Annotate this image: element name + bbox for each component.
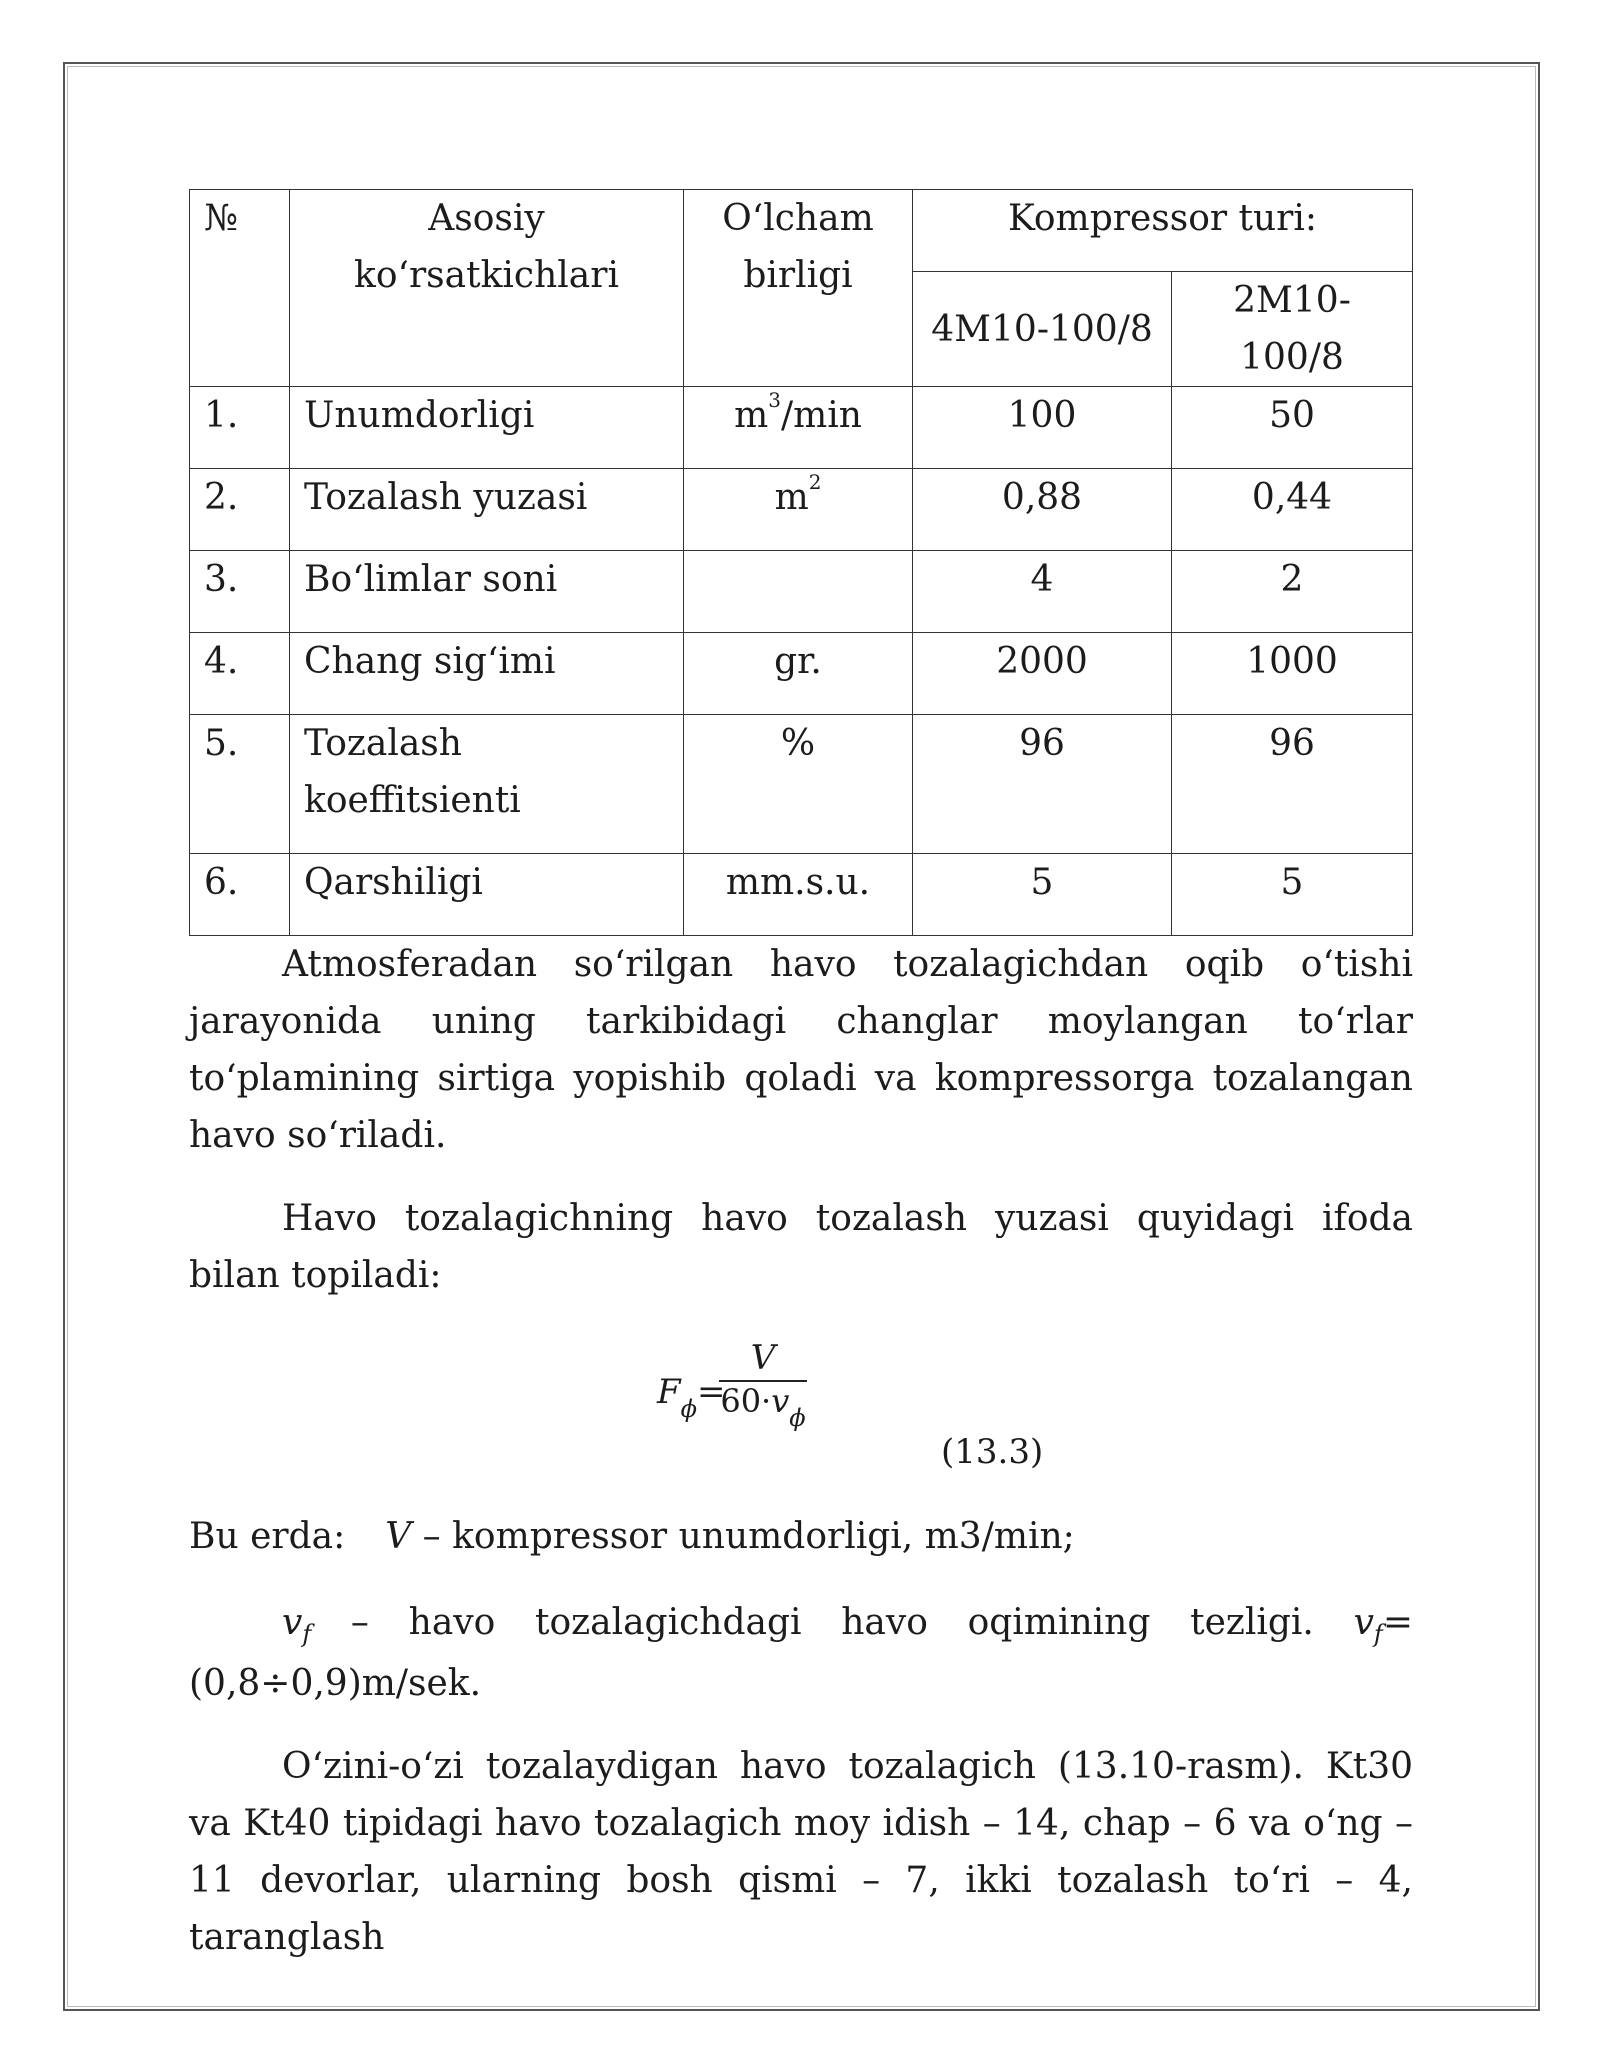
row-value-model-1: 2000 bbox=[913, 633, 1172, 715]
table-row bbox=[190, 715, 1413, 854]
formula-fraction bbox=[719, 1338, 807, 1432]
header-model-1: 4M10-100/8 bbox=[913, 272, 1172, 387]
row-num: 1. bbox=[190, 387, 290, 469]
table-header-row bbox=[190, 190, 1413, 272]
row-unit: $m^3/\min$ bbox=[684, 387, 913, 469]
row-name: Unumdorligi bbox=[290, 387, 684, 469]
row-num: 4. bbox=[190, 633, 290, 715]
header-model-2: 2M10-100/8 bbox=[1172, 272, 1413, 387]
table-row bbox=[190, 469, 1413, 551]
header-num: № bbox=[190, 190, 290, 387]
row-value-model-2: 1000 bbox=[1172, 633, 1413, 715]
paragraph-3: O‘zini-o‘zi tozalaydigan havo tozalagich (13.10-rasm). Kt30 va Kt40 tipidagi havo tozalagich moy idish – 14, chap – 6 va o‘ng – 11 devorlar, ularning bosh qismi – 7, ikki tozalash to‘ri – 4, taranglash bbox=[189, 1746, 1413, 1958]
row-value-model-2: 0,44 bbox=[1172, 469, 1413, 551]
row-value-model-2: 5 bbox=[1172, 854, 1413, 936]
row-unit bbox=[684, 551, 913, 633]
row-num: 3. bbox=[190, 551, 290, 633]
row-name: Bo‘limlar soni bbox=[290, 551, 684, 633]
paragraph-1: Atmosferadan so‘rilgan havo tozalagichdan oqib o‘tishi jarayonida uning tarkibidagi changlar moylangan to‘rlar to‘plamining sirtiga yopishib qoladi va kompressorga tozalangan havo so‘riladi. bbox=[189, 944, 1413, 1156]
header-unit: O‘lcham birligi bbox=[684, 190, 913, 387]
row-unit: mm.s.u. bbox=[684, 854, 913, 936]
formula-denominator: $60\cdot v_\phi$ bbox=[720, 1382, 806, 1432]
formula-13-3 bbox=[189, 1304, 1413, 1474]
row-value-model-1: 4 bbox=[913, 551, 1172, 633]
row-name: Qarshiligi bbox=[290, 854, 684, 936]
table-row bbox=[190, 551, 1413, 633]
table-row bbox=[190, 633, 1413, 715]
row-num: 2. bbox=[190, 469, 290, 551]
row-num: 6. bbox=[190, 854, 290, 936]
table-row bbox=[190, 854, 1413, 936]
compressor-spec-table bbox=[189, 189, 1413, 936]
header-indicators: Asosiy ko‘rsatkichlari bbox=[290, 190, 684, 387]
row-name: Chang sig‘imi bbox=[290, 633, 684, 715]
formula-numerator: V bbox=[750, 1338, 776, 1378]
row-value-model-1: 100 bbox=[913, 387, 1172, 469]
row-unit: $m^2$ bbox=[684, 469, 913, 551]
paragraph-2: Havo tozalagichning havo tozalash yuzasi quyidagi ifoda bilan topiladi: bbox=[189, 1198, 1413, 1296]
where-line-1: Bu erda: V – kompressor unumdorligi, m3/min; bbox=[189, 1516, 1075, 1557]
row-unit: % bbox=[684, 715, 913, 854]
row-value-model-2: 2 bbox=[1172, 551, 1413, 633]
formula-lhs: $F_\phi=$ bbox=[657, 1372, 726, 1423]
row-value-model-2: 50 bbox=[1172, 387, 1413, 469]
row-value-model-1: 5 bbox=[913, 854, 1172, 936]
row-name: Tozalash yuzasi bbox=[290, 469, 684, 551]
row-name: Tozalash koeffitsienti bbox=[290, 715, 684, 854]
equation-number: (13.3) bbox=[941, 1432, 1044, 1472]
row-value-model-1: 0,88 bbox=[913, 469, 1172, 551]
header-compressor-type: Kompressor turi: bbox=[913, 190, 1413, 272]
where-line-2: $v_f$ – havo tozalagichdagi havo oqimining tezligi. $v_f=(0,8\div 0,9)m$/sek. bbox=[189, 1602, 1413, 1704]
table-row bbox=[190, 387, 1413, 469]
row-unit: gr. bbox=[684, 633, 913, 715]
row-value-model-1: 96 bbox=[913, 715, 1172, 854]
row-num: 5. bbox=[190, 715, 290, 854]
row-value-model-2: 96 bbox=[1172, 715, 1413, 854]
page-content bbox=[189, 189, 1413, 1966]
